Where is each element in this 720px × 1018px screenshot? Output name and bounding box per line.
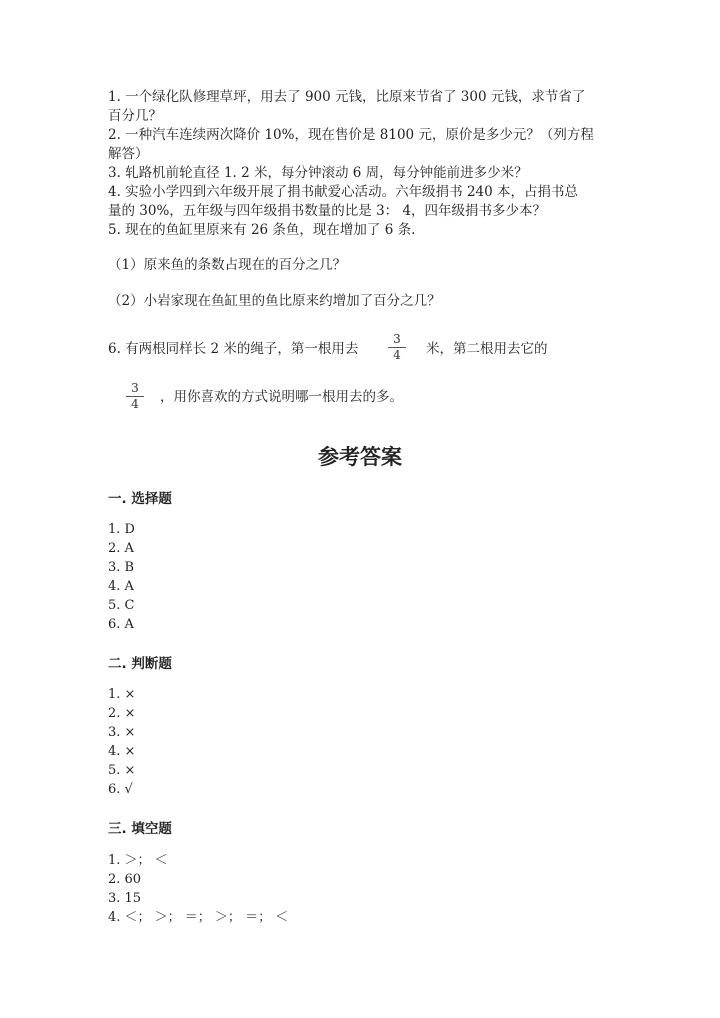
question-5-sub-1: （1）原来鱼的条数占现在的百分之几？ — [108, 257, 347, 273]
fraction-1-denominator: 4 — [393, 348, 401, 362]
fraction-three-quarters-2 — [126, 382, 144, 411]
answer-item: 4. × — [108, 744, 136, 759]
answer-item: 3. × — [108, 725, 136, 740]
fraction-three-quarters-1 — [388, 333, 406, 362]
question-5-sub-2: （2）小岩家现在鱼缸里的鱼比原来约增加了百分之几？ — [108, 293, 441, 309]
question-6-part-2: 米，第二根用去它的 — [426, 341, 548, 357]
question-3: 3. 轧路机前轮直径 1. 2 米，每分钟滚动 6 周，每分钟能前进多少米？ — [108, 165, 528, 181]
answer-item: 4. A — [108, 579, 134, 594]
answer-item: 3. B — [108, 560, 135, 575]
question-6-part-3: ，用你喜欢的方式说明哪一根用去的多。 — [160, 389, 403, 405]
question-2-line-1: 2. 一种汽车连续两次降价 10%，现在售价是 8100 元，原价是多少元？（列方程 — [108, 127, 594, 143]
question-5: 5. 现在的鱼缸里原来有 26 条鱼，现在增加了 6 条. — [108, 222, 416, 238]
answer-item: 4. ＜； ＞； ＝； ＞； ＝； ＜ — [108, 910, 289, 925]
question-4-line-2: 量的 30%，五年级与四年级捐书数量的比是 3： 4，四年级捐书多少本？ — [108, 203, 547, 219]
question-4-line-1: 4. 实验小学四到六年级开展了捐书献爱心活动。六年级捐书 240 本，占捐书总 — [108, 184, 579, 200]
section-heading-fill-in: 三. 填空题 — [108, 821, 172, 837]
question-2-line-2: 解答） — [108, 146, 149, 162]
answer-item: 6. √ — [108, 782, 133, 797]
fraction-2-numerator: 3 — [131, 381, 139, 395]
answer-item: 2. × — [108, 706, 136, 721]
fraction-2-denominator: 4 — [131, 397, 139, 411]
answer-item: 1. ＞； ＜ — [108, 853, 168, 868]
answer-item: 5. C — [108, 598, 135, 613]
fraction-1-numerator: 3 — [393, 332, 401, 346]
answer-item: 5. × — [108, 763, 136, 778]
answer-item: 2. 60 — [108, 872, 142, 887]
question-6-part-1: 6. 有两根同样长 2 米的绳子，第一根用去 — [108, 341, 359, 357]
answer-item: 1. × — [108, 687, 136, 702]
answer-item: 3. 15 — [108, 891, 142, 906]
answer-item: 1. D — [108, 522, 135, 537]
section-heading-judgement: 二. 判断题 — [108, 656, 172, 672]
section-heading-choice: 一. 选择题 — [108, 491, 172, 507]
question-1-line-2: 百分几？ — [108, 108, 162, 124]
answer-item: 6. A — [108, 617, 134, 632]
answers-title: 参考答案 — [318, 445, 402, 469]
question-1-line-1: 1. 一个绿化队修理草坪，用去了 900 元钱，比原来节省了 300 元钱，求节省了 — [108, 89, 586, 105]
answer-item: 2. A — [108, 541, 134, 556]
